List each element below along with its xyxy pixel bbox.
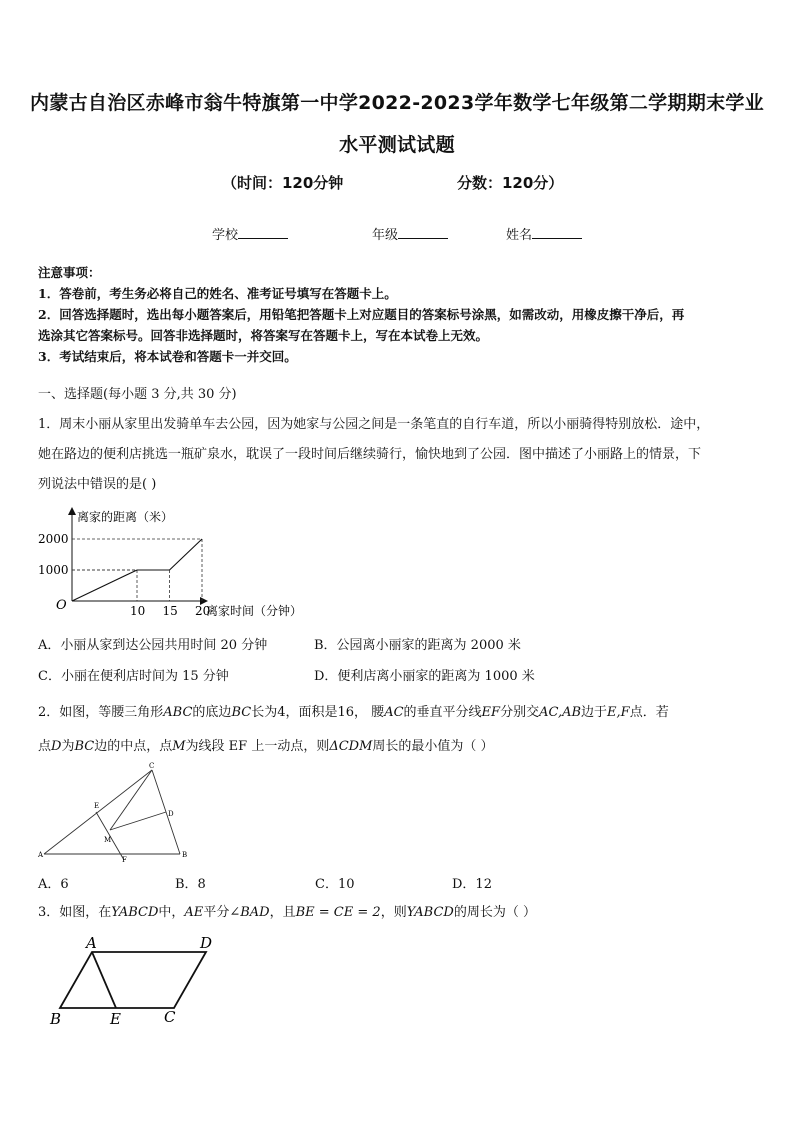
section-heading: 一、选择题(每小题 3 分,共 30 分): [38, 387, 237, 402]
x-tick-labels: [130, 604, 210, 618]
q2-text: ， 腰: [354, 705, 385, 720]
label-b: B: [50, 1010, 62, 1028]
chart-x-label: 离家时间（分钟）: [206, 604, 303, 618]
label-d: D: [168, 810, 174, 818]
q3-text: ，则: [380, 905, 407, 920]
question-1-text: [38, 410, 760, 500]
label-e: E: [110, 1010, 121, 1028]
grade-field: [372, 224, 448, 243]
x-tick-label: 10: [130, 604, 146, 618]
q3-line-1: [38, 898, 760, 928]
q2-text: 2．如图，等腰三角形: [38, 705, 164, 720]
q2-math: M: [172, 739, 186, 754]
q3-math: AE: [184, 905, 204, 920]
q2-number: 16: [337, 705, 355, 720]
notes-heading: 注意事项：: [38, 265, 101, 280]
q3-math: BE = CE = 2: [295, 905, 381, 920]
q1-line-1: 1．周末小丽从家里出发骑单车去公园，因为她家与公园之间是一条笔直的自行车道，所以小丽骑得特别放松．途中，: [38, 417, 710, 432]
grade-blank: [398, 225, 448, 239]
notes-item-3: 3．考试结束后，将本试卷和答题卡一并交回。: [38, 349, 297, 364]
q2-math: BC: [74, 739, 95, 754]
q2-math: D: [51, 739, 62, 754]
chart-y-label: 离家的距离（米）: [77, 510, 174, 524]
x-tick-label: 15: [162, 604, 178, 618]
q1-distance-time-chart: [30, 505, 330, 625]
q1-option-b[interactable]: B．公园离小丽家的距离为 2000 米: [314, 638, 521, 653]
q2-text: 边的中点，点: [94, 739, 173, 754]
page-title-line2: 水平测试试题: [339, 134, 455, 156]
q2-option-d[interactable]: D．12: [452, 877, 492, 892]
question-3-text: [38, 898, 760, 928]
y-tick-label: 2000: [38, 532, 69, 546]
label-a: A: [86, 934, 97, 952]
q2-triangle-diagram: [34, 762, 194, 868]
grade-label: 年级: [372, 228, 399, 243]
notes-item-2b: 选涂其它答案标号。回答非选择题时，将答案写在答题卡上，写在本试卷上无效。: [38, 328, 489, 343]
segment-cm: [110, 770, 152, 830]
q3-text: 中，: [158, 905, 185, 920]
q1-line-2: 她在路边的便利店挑选一瓶矿泉水，耽误了一段时间后继续骑行，愉快地到了公园．图中描述了小丽路上的情景，下: [38, 447, 702, 462]
segment-ae: [92, 952, 116, 1008]
label-c: C: [149, 762, 155, 770]
q1-option-a[interactable]: A．小丽从家到达公园共用时间 20 分钟: [38, 638, 268, 653]
q2-text: 为线段 EF 上一动点，则: [185, 739, 330, 754]
label-d: D: [200, 934, 213, 952]
chart-origin-label: O: [56, 598, 67, 613]
q2-text: 分别交: [500, 705, 540, 720]
q2-text: 边于: [581, 705, 608, 720]
question-2-text: [38, 696, 760, 764]
q2-math: AC: [384, 705, 404, 720]
school-label: 学校: [212, 228, 239, 243]
q1-line-3: 列说法中错误的是( ): [38, 477, 157, 492]
series-segment: [72, 570, 137, 601]
label-f: F: [122, 856, 127, 864]
q2-option-c[interactable]: C．10: [315, 877, 355, 892]
name-label: 姓名: [506, 228, 533, 243]
label-e: E: [94, 802, 100, 810]
label-c: C: [164, 1008, 176, 1026]
label-b: B: [182, 851, 188, 859]
q2-option-a[interactable]: A．6: [38, 877, 69, 892]
parallelogram-abcd: [60, 952, 206, 1008]
school-field: [212, 224, 288, 243]
q3-math: YABCD: [406, 905, 454, 920]
exam-time: （时间：120分钟: [222, 174, 344, 192]
q2-number: 4: [277, 705, 286, 720]
q2-text: 点: [38, 739, 52, 754]
q2-text: 周长的最小值为（ ）: [372, 739, 494, 754]
y-tick-labels: [38, 532, 69, 577]
notes-item-2a: 2．回答选择题时，选出每小题答案后，用铅笔把答题卡上对应题目的答案标号涂黑，如需改动，用橡皮擦干净后，再: [38, 307, 685, 322]
q1-option-c[interactable]: C．小丽在便利店时间为 15 分钟: [38, 669, 229, 684]
q2-math: ΔCDM: [329, 739, 373, 754]
q2-text: 长为: [251, 705, 278, 720]
q3-text: 3．如图，在: [38, 905, 112, 920]
q2-math: AC,AB: [539, 705, 582, 720]
q2-text: 的垂直平分线: [403, 705, 482, 720]
q2-text: 点．若: [629, 705, 669, 720]
notes-item-1: 1．答卷前，考生务必将自己的姓名、准考证号填写在答题卡上。: [38, 286, 397, 301]
label-a: A: [38, 851, 44, 859]
name-blank: [532, 225, 582, 239]
q2-text: 的底边: [192, 705, 232, 720]
notes-block: [38, 262, 758, 367]
label-m: M: [104, 836, 112, 844]
q3-text: 的周长为（ ）: [453, 905, 536, 920]
q3-math: ∠BAD: [229, 905, 270, 920]
q2-line-1: [38, 696, 760, 730]
q2-math: E,F: [607, 705, 630, 720]
q2-math: ABC: [163, 705, 193, 720]
x-tick-label: 20: [195, 604, 211, 618]
name-field: [506, 224, 582, 243]
segment-md: [110, 812, 166, 830]
q2-option-b[interactable]: B．8: [175, 877, 206, 892]
q2-text: 为: [61, 739, 75, 754]
page-title-line1: 内蒙古自治区赤峰市翁牛特旗第一中学2022-2023学年数学七年级第二学期期末学业: [30, 92, 764, 114]
q2-math: EF: [481, 705, 501, 720]
school-blank: [238, 225, 288, 239]
q2-text: ，面积是: [285, 705, 338, 720]
y-tick-label: 1000: [38, 563, 69, 577]
q2-line-2: [38, 730, 760, 764]
q3-text: ，且: [269, 905, 296, 920]
side-ac: [44, 770, 152, 854]
exam-score: 分数：120分）: [457, 174, 564, 192]
q3-math: YABCD: [111, 905, 159, 920]
q3-parallelogram-diagram: [40, 932, 230, 1028]
series-segment: [170, 539, 203, 570]
q2-math: BC: [231, 705, 252, 720]
q3-text: 平分: [203, 905, 230, 920]
q1-option-d[interactable]: D．便利店离小丽家的距离为 1000 米: [314, 669, 535, 684]
